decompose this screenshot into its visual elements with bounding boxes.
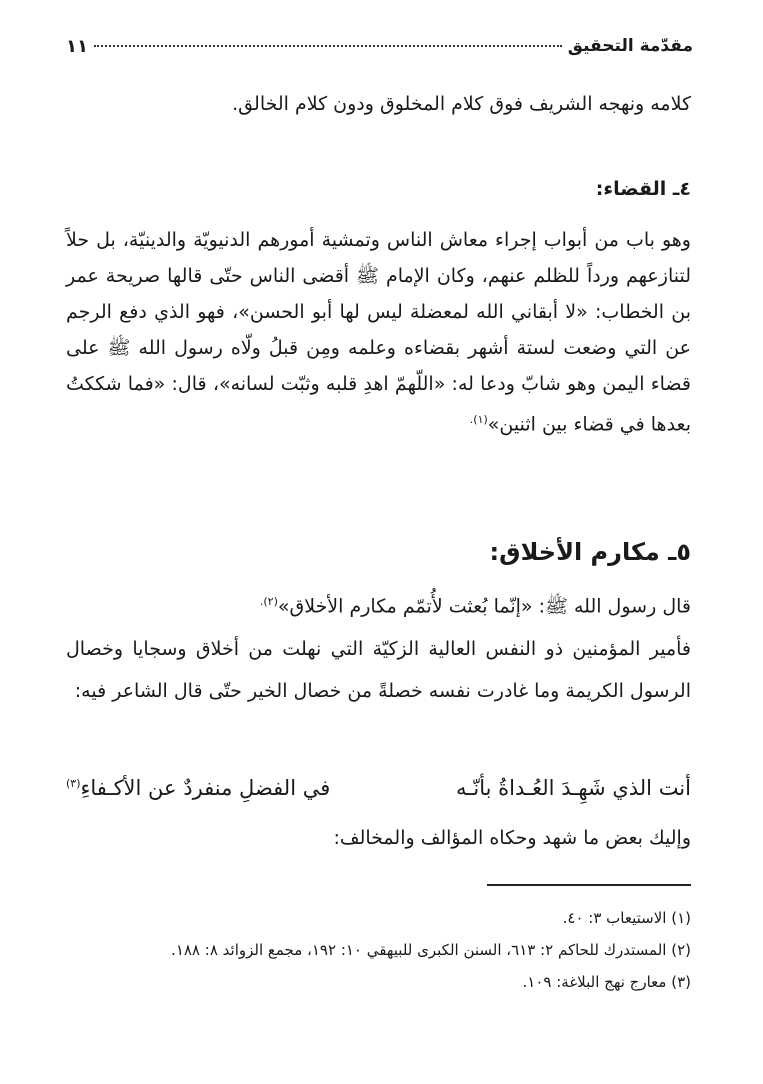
- paragraph-text: وإليك بعض ما شهد وحكاه المؤالف والمخالف:: [333, 827, 691, 849]
- footnote-ref: (٣): [66, 777, 81, 790]
- paragraph-morals: [66, 628, 691, 712]
- header-title: مقدّمة التحقيق: [567, 36, 693, 56]
- section-heading-judgement: ٤ـ القضاء:: [595, 178, 691, 200]
- paragraph-intro: [66, 820, 691, 856]
- paragraph-hadith: [66, 584, 691, 624]
- poem-first-hemistich: أنت الذي شَهِـدَ العُـداةُ بأنّـه: [455, 776, 691, 800]
- poem-verse: [66, 768, 691, 808]
- footnote-ref: (١).: [469, 413, 488, 426]
- header-dot-leader: [94, 45, 562, 47]
- footnote-separator: [487, 884, 691, 886]
- running-header: [66, 30, 693, 62]
- paragraph-text: فأمير المؤمنين ذو النفس العالية الزكيّة التي نهلت من أخلاق وسجايا وخصال الرسول الكريمة وما غادرت نفسه خصلةً من خصال الخير حتّى قال الشاعر فيه:: [66, 638, 691, 702]
- paragraph-text: كلامه ونهجه الشريف فوق كلام المخلوق ودون كلام الخالق.: [232, 93, 691, 115]
- paragraph-continuation: [66, 86, 691, 122]
- footnote-3: (٣) معارج نهج البلاغة: ١٠٩.: [522, 973, 691, 991]
- poem-second-hemistich: [66, 776, 330, 800]
- paragraph-text: قال رسول الله ﷺ: «إنّما بُعثت لأُتمّم مكارم الأخلاق»: [277, 595, 691, 618]
- poem-second-text: في الفضلِ منفردٌ عن الأكـفاءِ: [80, 776, 331, 800]
- footnotes: [66, 902, 691, 998]
- section-heading-morals: ٥ـ مكارم الأخلاق:: [489, 538, 691, 566]
- footnote-ref: (٢).: [259, 595, 278, 608]
- paragraph-judgement: [66, 222, 691, 442]
- footnote-1: (١) الاستيعاب ٣: ٤٠.: [562, 909, 691, 927]
- page-number: ١١: [66, 35, 88, 57]
- paragraph-text: وهو باب من أبواب إجراء معاش الناس وتمشية أمورهم الدنيويّة والدينيّة، بل حلاً لتنازعهم ورداً للظلم عنهم، وكان الإمام ﷺ أقضى الناس حتّى قالها صريحة عمر بن الخطاب: «لا أبقاني الله لمعضلة ليس لها أبو الحسن»، فهو الذي دفع الرجم عن التي وضعت لستة أشهر بقضاءه وعلمه ومِن قبلُ ولّاه رسول الله ﷺ على قضاء اليمن وهو شابّ ودعا له: «اللّهمّ اهدِ قلبه وثبّت لسانه»، قال: «فما شككتُ بعدها في قضاء بين اثنين»: [66, 229, 691, 436]
- footnote-2: (٢) المستدرك للحاكم ٢: ٦١٣، السنن الكبرى للبيهقي ١٠: ١٩٢، مجمع الزوائد ٨: ١٨٨.: [171, 941, 691, 959]
